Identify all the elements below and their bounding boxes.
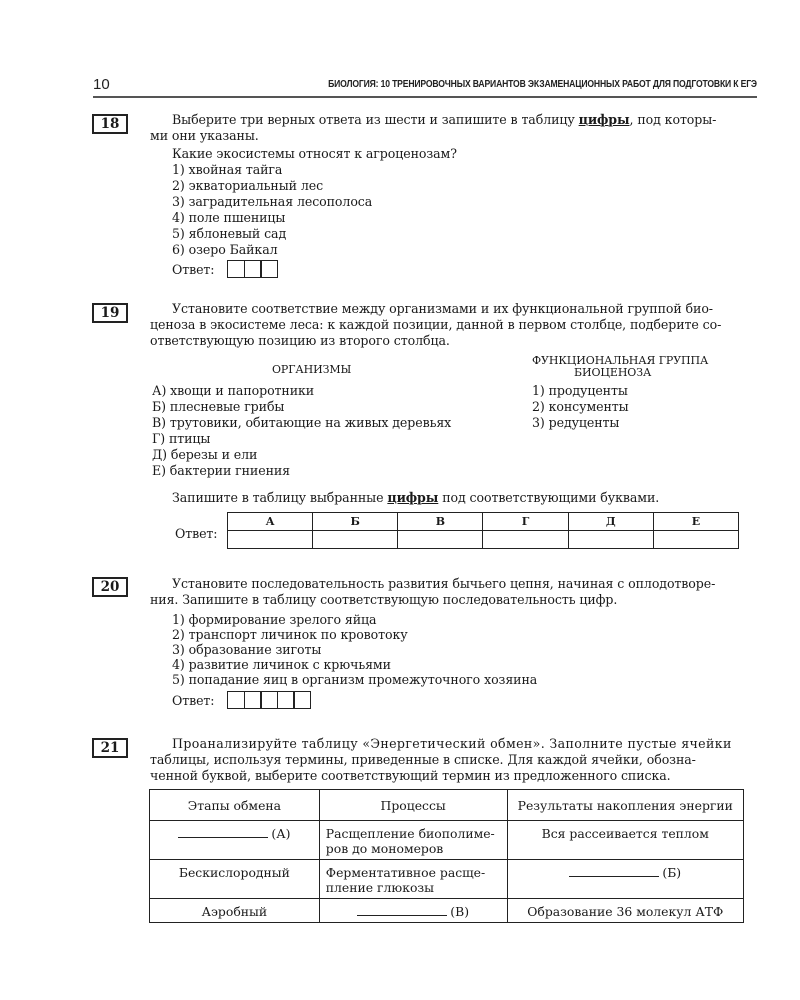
group-item: 2) консументы (532, 399, 629, 414)
answer-cell[interactable] (313, 531, 398, 549)
answer-col-header: Д (568, 513, 653, 531)
organism-item: Б) плесневые грибы (152, 399, 285, 414)
table-cell: Расщепление биополиме- ров до мономеров (319, 821, 507, 860)
task-21-instruction-line: Проанализируйте таблицу «Энергетический обмен». Заполните пустые ячейки (172, 736, 732, 751)
blank-line (569, 866, 659, 877)
column-header-groups-2: БИОЦЕНОЗА (574, 366, 652, 379)
option-item: 4) развитие личинок с крючьями (172, 657, 391, 672)
column-header: Процессы (319, 790, 507, 821)
answer-cell[interactable] (293, 691, 311, 709)
option-item: 6) озеро Байкал (172, 242, 278, 257)
running-title: БИОЛОГИЯ: 10 ТРЕНИРОВОЧНЫХ ВАРИАНТОВ ЭКЗАМЕНАЦИОННЫХ РАБОТ ДЛЯ ПОДГОТОВКИ К ЕГЭ (328, 78, 757, 90)
answer-label: Ответ: (172, 262, 215, 277)
task-21-instruction-line: ченной буквой, выберите соответствующий термин из предложенного списка. (150, 768, 671, 783)
page-number: 10 (93, 76, 110, 93)
task-21-instruction-line: таблицы, используя термины, приведенные в списке. Для каждой ячейки, обозна- (150, 752, 696, 767)
answer-boxes-18[interactable] (227, 260, 278, 278)
emphasis-digits: цифры (387, 490, 439, 505)
answer-cell[interactable] (244, 260, 262, 278)
table-cell: Бескислородный (150, 860, 320, 899)
task-18-question: Какие экосистемы относят к агроценозам? (172, 146, 457, 161)
energy-exchange-table (149, 789, 744, 923)
emphasis-digits: цифры (578, 112, 630, 127)
option-item: 1) формирование зрелого яйца (172, 612, 377, 627)
column-header-groups-1: ФУНКЦИОНАЛЬНАЯ ГРУППА (532, 354, 709, 367)
option-item: 3) заградительная лесополоса (172, 194, 373, 209)
task-number-18: 18 (92, 114, 128, 134)
table-header-row (150, 790, 744, 821)
answer-cell[interactable] (568, 531, 653, 549)
group-item: 3) редуценты (532, 415, 620, 430)
answer-cell[interactable] (277, 691, 295, 709)
column-header: Результаты накопления энергии (507, 790, 743, 821)
table-row (150, 821, 744, 860)
answer-cell[interactable] (260, 691, 278, 709)
answer-cell[interactable] (227, 260, 245, 278)
task-number-20: 20 (92, 577, 128, 597)
answer-cell[interactable] (653, 531, 738, 549)
task-20-instruction-line: ния. Запишите в таблицу соответствующую последовательность цифр. (150, 592, 618, 607)
option-item: 5) попадание яиц в организм промежуточного хозяина (172, 672, 538, 687)
answer-cell[interactable] (398, 531, 483, 549)
table-cell: Ферментативное расще- пление глюкозы (319, 860, 507, 899)
table-cell: Вся рассеивается теплом (507, 821, 743, 860)
table-row (150, 899, 744, 923)
option-item: 5) яблоневый сад (172, 226, 287, 241)
task-19-instruction-line: ценоза в экосистеме леса: к каждой позиции, данной в первом столбце, подберите со- (150, 317, 722, 332)
task-18-instruction: Выберите три верных ответа из шести и запишите в таблицу цифры, под которы- (172, 112, 717, 127)
table-cell: Аэробный (150, 899, 320, 923)
task-20-instruction-line: Установите последовательность развития бычьего цепня, начиная с оплодотворе- (172, 576, 716, 591)
table-row (150, 860, 744, 899)
answer-table-header-row (228, 513, 739, 531)
answer-table-19 (227, 512, 739, 549)
option-item: 2) транспорт личинок по кровотоку (172, 627, 408, 642)
blank-cell-b[interactable]: (Б) (507, 860, 743, 899)
answer-label: Ответ: (175, 526, 218, 541)
answer-col-header: Е (653, 513, 738, 531)
organism-item: В) трутовики, обитающие на живых деревьях (152, 415, 452, 430)
answer-cell[interactable] (244, 691, 262, 709)
blank-cell-a[interactable]: (А) (150, 821, 320, 860)
column-header-organisms: ОРГАНИЗМЫ (272, 363, 352, 376)
answer-cell[interactable] (228, 531, 313, 549)
answer-col-header: Г (483, 513, 568, 531)
answer-col-header: А (228, 513, 313, 531)
answer-table-input-row (228, 531, 739, 549)
task-number-19: 19 (92, 303, 128, 323)
answer-col-header: Б (313, 513, 398, 531)
answer-cell[interactable] (483, 531, 568, 549)
option-item: 4) поле пшеницы (172, 210, 286, 225)
page-header (93, 76, 757, 98)
option-item: 3) образование зиготы (172, 642, 322, 657)
answer-label: Ответ: (172, 693, 215, 708)
task-19-instruction-line: Установите соответствие между организмами и их функциональной группой био- (172, 301, 713, 316)
answer-cell[interactable] (260, 260, 278, 278)
answer-boxes-20[interactable] (227, 691, 311, 709)
blank-cell-v[interactable]: (В) (319, 899, 507, 923)
task-19-instruction-line: ответствующую позицию из второго столбца. (150, 333, 450, 348)
option-item: 1) хвойная тайга (172, 162, 283, 177)
blank-line (357, 905, 447, 916)
organism-item: Д) березы и ели (152, 447, 258, 462)
option-item: 2) экваториальный лес (172, 178, 324, 193)
answer-col-header: В (398, 513, 483, 531)
organism-item: А) хвощи и папоротники (152, 383, 315, 398)
task-number-21: 21 (92, 738, 128, 758)
task-18-instruction-cont: ми они указаны. (150, 128, 259, 143)
blank-line (178, 827, 268, 838)
organism-item: Е) бактерии гниения (152, 463, 291, 478)
table-cell: Образование 36 молекул АТФ (507, 899, 743, 923)
answer-cell[interactable] (227, 691, 245, 709)
organism-item: Г) птицы (152, 431, 211, 446)
group-item: 1) продуценты (532, 383, 628, 398)
task-19-write-instruction: Запишите в таблицу выбранные цифры под соответствующими буквами. (172, 490, 660, 505)
column-header: Этапы обмена (150, 790, 320, 821)
